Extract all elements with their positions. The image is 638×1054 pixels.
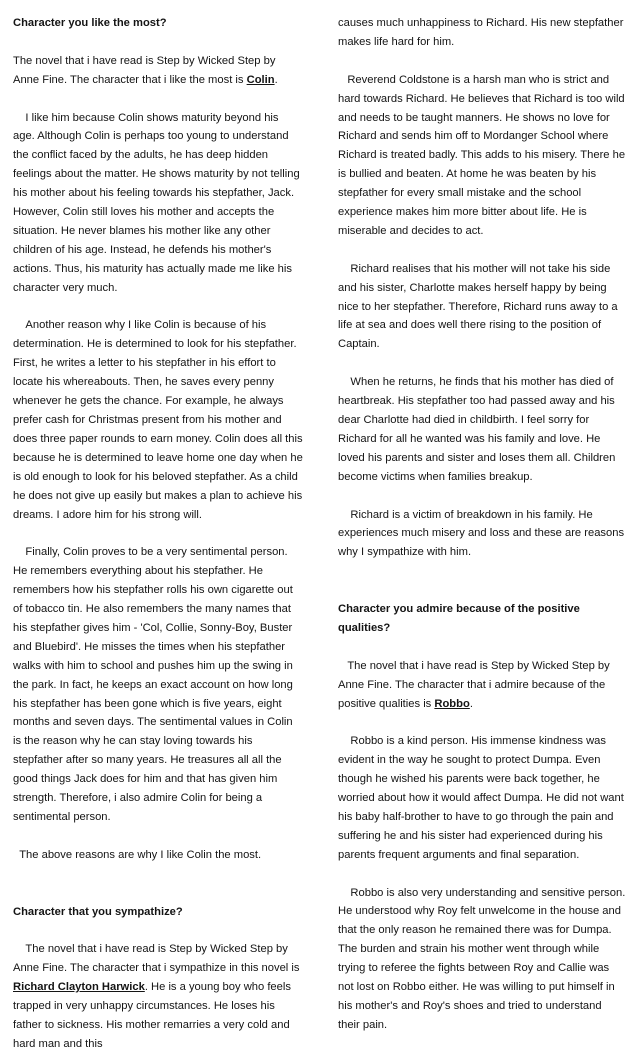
paragraph-sentimental: Finally, Colin proves to be a very sentimental person. He remembers everything about his stepfather. He remembers how his stepfather rolls his own cigarette out of tobacco tin. He also remembers the many names that his stepfather gives him - 'Col, Collie, Sonny-Boy, Buster and Bluebird'. He misses the times when his stepfather walks with him to school and pushes him up the swing in the park. In fact, he keeps an exact account on how long his stepfather has been gone which is five years, eight months and seven days. The sentimental values in Colin is the reason why he can stay loving towards his stepfather after so many years. He treasures all all the good things Jack does for him and that has given him strength. Therefore, i also admire Colin for being a sentimental person. [13,546,293,823]
paragraph-runs-away: Richard realises that his mother will not take his side and his sister, Charlotte makes herself happy by being nice to her stepfather. Therefore, Richard runs away to a life at sea and does well there rising to the position of Captain. [338,262,618,351]
character-name-colin: Colin [246,73,275,86]
paragraph-intro-robbo [338,657,626,714]
paragraph-victim: Richard is a victim of breakdown in his family. He experiences much misery and loss and these are reasons why I sympathize with him. [338,508,625,559]
heading-sympathize: Character that you sympathize? [13,905,183,918]
heading-admire: Character you admire because of the positive qualities? [338,603,580,634]
character-name-richard: Richard Clayton Harwick [13,981,145,994]
paragraph-determination: Another reason why I like Colin is because of his determination. He is determined to look for his stepfather. First, he writes a letter to his stepfather in his effort to locate his whereabouts. Then, he saves every penny whenever he gets the chance. For example, he always prefer cash for Christmas present from his mother and does three paper rounds to earn money. Colin does all this because he is determined to leave home one day when he is old enough to look for his beloved stepfather. As a child he does not give up easily but makes a plan to achieve his dreams. I adore him for his strong will. [13,319,303,521]
paragraph-conclusion: The above reasons are why I like Colin the most. [13,848,262,861]
intro-end: . [274,73,278,86]
paragraph-coldstone: Reverend Coldstone is a harsh man who is strict and hard towards Richard. He believes that Richard is too wild and needs to be taught manners. He shows no love for Richard and sends him off to Mordanger School where Richard is treated badly. This adds to his misery. There he is bullied and beaten. At home he was beaten by his stepfather for every small mistake and the school experience makes him more bitter about life. He is miserable and decides to act. [338,73,626,237]
richard-description: . He is a young boy who feels trapped in very unhappy circumstances. He loses his father to sickness. His mother remarries a very cold and hard man and this [13,981,291,1050]
left-column [13,14,303,1054]
paragraph-intro-richard [13,940,303,1053]
paragraph-kindness: Robbo is a kind person. His immense kindness was evident in the way he sought to protect Dumpa. Even though he wished his parents were back together, he worried about how it would affect Dumpa. He did not want his baby half-brother to have to go through the pain and suffering he and his sister had experienced during his parents frequent arguments and final separation. [338,735,624,861]
character-name-robbo: Robbo [434,697,470,710]
intro-text: The novel that i have read is Step by Wicked Step by Anne Fine. The character that i like the most is [13,54,276,86]
paragraph-intro-colin [13,52,303,90]
right-column [338,14,626,1035]
paragraph-maturity: I like him because Colin shows maturity beyond his age. Although Colin is perhaps too young to understand the conflict faced by the adults, he has deep hidden feelings about the matter. He shows maturity by not telling his mother about his feeling towards his stepfather, Jack. However, Colin still loves his mother and accepts the situation. He never blames his mother like any other children of his age. Instead, he defends his mother's actions. Thus, his maturity has actually made me like his character very much. [13,111,300,294]
intro-text: The novel that i have read is Step by Wicked Step by Anne Fine. The character that i sympathize in this novel is [13,943,300,975]
paragraph-richard-continued: causes much unhappiness to Richard. His new stepfather makes life hard for him. [338,17,624,48]
paragraph-understanding: Robbo is also very understanding and sensitive person. He understood why Roy felt unwelcome in the house and that the only reason he remained there was for Dumpa. The burden and strain his mother went through while trying to referee the fights between Roy and Callie was not lost on Robbo either. He was willing to put himself in his mother's and Roy's shoes and tried to understand their pain. [338,886,626,1031]
intro-text: The novel that i have read is Step by Wicked Step by Anne Fine. The character that i admire because of the positive qualities is [338,659,610,710]
heading-like-most: Character you like the most? [13,17,167,29]
intro-end: . [469,697,473,710]
paragraph-returns: When he returns, he finds that his mother has died of heartbreak. His stepfather too had passed away and his dear Charlotte had died in childbirth. I feel sorry for Richard for all he wanted was his family and love. He loved his parents and sister and loses them all. Children become victims when families breakup. [338,376,616,483]
